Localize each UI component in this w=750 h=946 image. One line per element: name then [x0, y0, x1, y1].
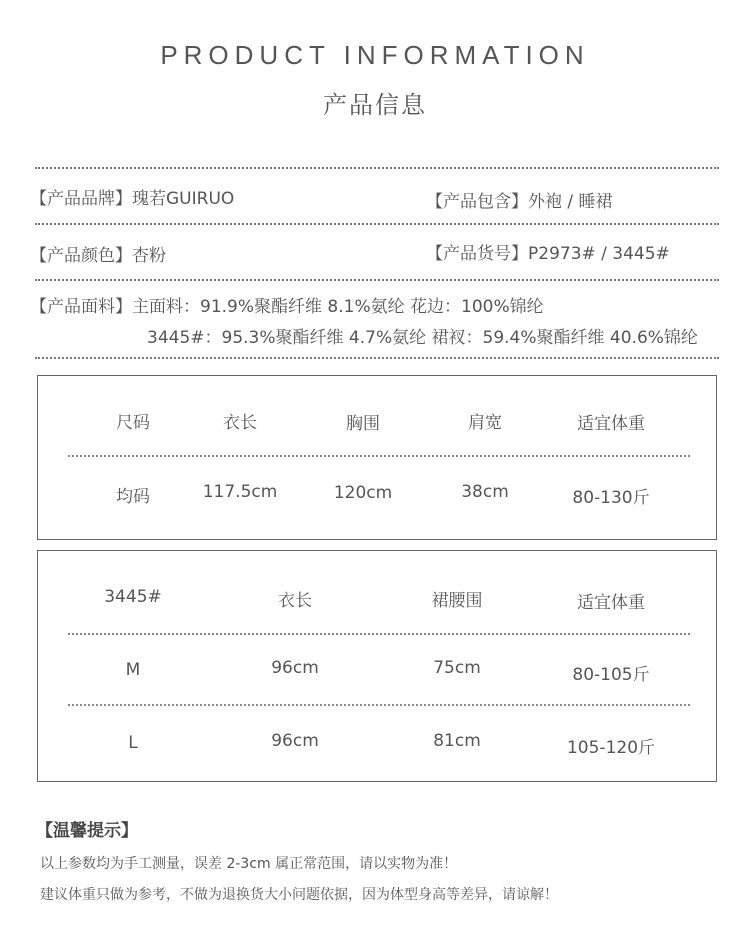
sku-value: P2973# / 3445# [528, 244, 670, 264]
page-title-en: PRODUCT INFORMATION [160, 40, 590, 70]
includes-row [426, 187, 613, 212]
table-divider [68, 633, 690, 635]
divider [35, 279, 719, 281]
sku-row [426, 239, 670, 264]
divider [35, 167, 719, 169]
table-cell: M [125, 660, 141, 680]
fabric-line-2: 3445#：95.3%聚酯纤维 4.7%氨纶 裙衩：59.4%聚酯纤维 40.6%锦纶 [147, 328, 698, 348]
table-header-cell: 衣长 [278, 591, 312, 611]
table-cell: 96cm [271, 658, 319, 678]
table-divider [68, 455, 690, 457]
color-row [30, 241, 166, 266]
table-cell: 96cm [271, 731, 319, 751]
table-header-cell: 胸围 [346, 414, 380, 434]
table-cell: 120cm [333, 483, 393, 503]
table-cell: 117.5cm [202, 482, 278, 502]
size-table-2 [37, 550, 717, 782]
fabric-label: 【产品面料】 [30, 297, 132, 317]
includes-value: 外袍 / 睡裙 [528, 192, 613, 212]
table-divider [68, 704, 690, 706]
table-header-cell: 衣长 [223, 413, 257, 433]
size-table-1 [37, 375, 717, 540]
divider [35, 223, 719, 225]
color-label: 【产品颜色】 [30, 246, 132, 266]
table-cell: 80-130斤 [572, 488, 650, 508]
page-title-cn: 产品信息 [323, 91, 427, 119]
table-header-cell: 适宜体重 [577, 593, 645, 613]
table-cell: 80-105斤 [572, 665, 650, 685]
table-header-cell: 肩宽 [468, 413, 502, 433]
sku-label: 【产品货号】 [426, 244, 528, 264]
color-value: 杏粉 [132, 246, 166, 266]
divider [35, 357, 719, 359]
table-cell: 38cm [461, 482, 509, 502]
table-header-cell: 适宜体重 [577, 414, 645, 434]
tip-line-2: 建议体重只做为参考，不做为退换货大小问题依据，因为体型身高等差异，请谅解！ [40, 887, 558, 903]
table-header-cell: 尺码 [116, 413, 150, 433]
fabric-row [30, 292, 544, 317]
table-cell: 75cm [433, 658, 481, 678]
table-header-cell: 3445# [104, 587, 162, 607]
brand-value: 瑰若GUIRUO [132, 189, 235, 209]
tips-title: 【温馨提示】 [36, 821, 138, 841]
includes-label: 【产品包含】 [426, 192, 528, 212]
table-cell: 均码 [116, 487, 150, 507]
brand-row [30, 184, 234, 209]
table-header-cell: 裙腰围 [431, 591, 483, 611]
tip-line-1: 以上参数均为手工测量，误差 2-3cm 属正常范围，请以实物为准！ [40, 856, 458, 872]
fabric-line-1: 主面料：91.9%聚酯纤维 8.1%氨纶 花边：100%锦纶 [132, 297, 544, 317]
table-cell: L [128, 733, 138, 753]
table-cell: 81cm [433, 731, 481, 751]
table-cell: 105-120斤 [566, 738, 656, 758]
brand-label: 【产品品牌】 [30, 189, 132, 209]
